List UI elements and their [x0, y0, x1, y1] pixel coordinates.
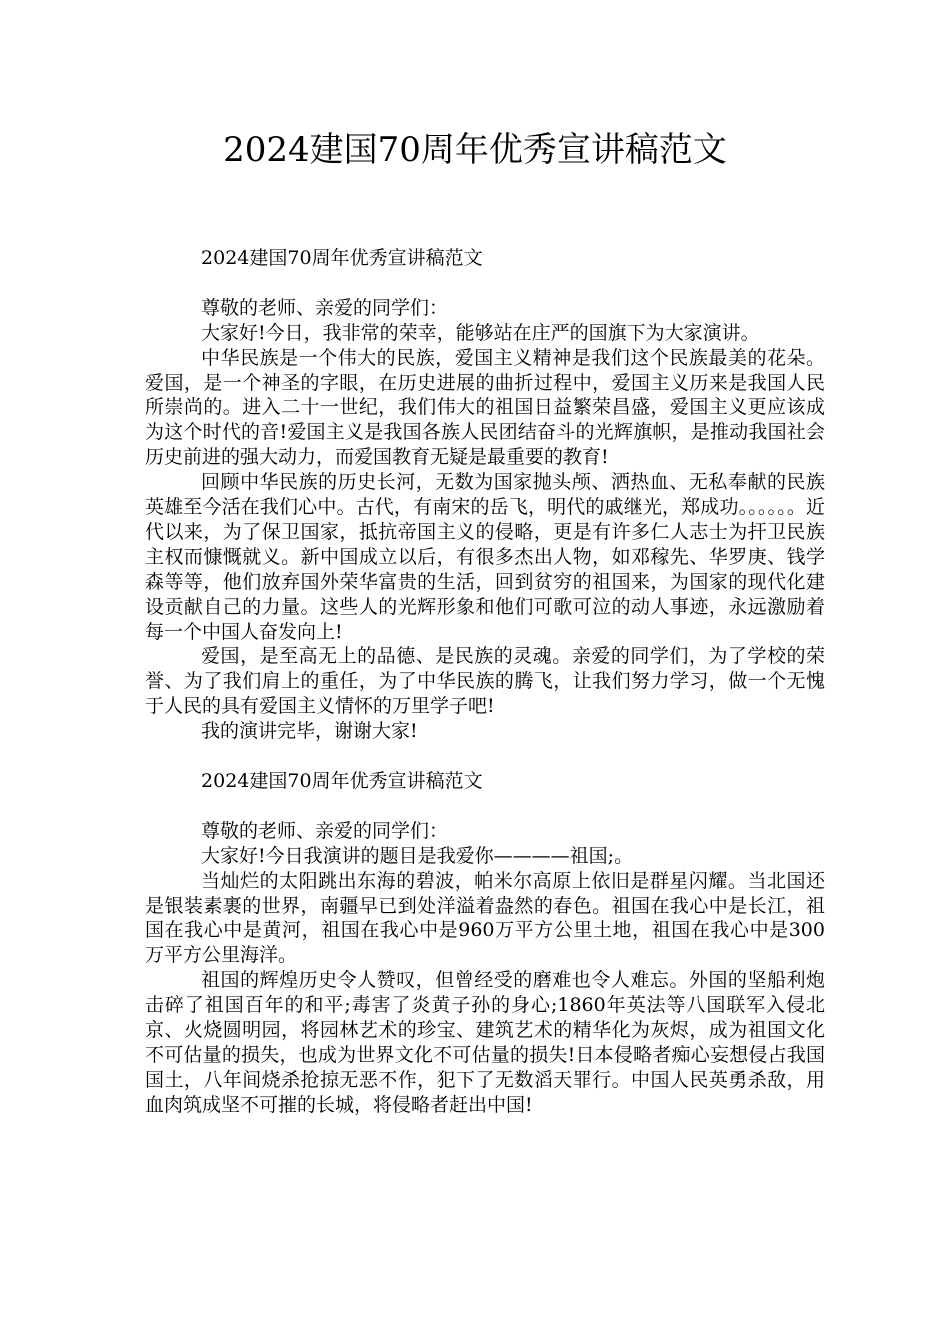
section-heading: 2024建国70周年优秀宣讲稿范文: [201, 247, 483, 269]
document-title: 2024建国70周年优秀宣讲稿范文: [223, 130, 727, 170]
greeting: 尊敬的老师、亲爱的同学们：: [201, 296, 449, 319]
paragraph: 爱国，是至高无上的品德、是民族的灵魂。亲爱的同学们，为了学校的荣誉、为了我们肩上的重任，为了中华民族的腾飞，让我们努力学习，做一个无愧于人民的具有爱国主义情怀的万里学子吧!: [145, 645, 825, 718]
paragraph: 大家好!今日，我非常的荣幸，能够站在庄严的国旗下为大家演讲。: [201, 321, 760, 344]
paragraph: 大家好!今日我演讲的题目是我爱你————祖国;。: [201, 844, 634, 867]
paragraph: 当灿烂的太阳跳出东海的碧波，帕米尔高原上依旧是群星闪耀。当北国还是银装素裹的世界，南疆早已到处洋溢着盎然的春色。祖国在我心中是长江，祖国在我心中是黄河，祖国在我心中是960万平方公里土地，祖国在我心中是300万平方公里海洋。: [145, 869, 825, 967]
greeting: 尊敬的老师、亲爱的同学们：: [201, 819, 449, 842]
paragraph: 回顾中华民族的历史长河，无数为国家抛头颅、洒热血、无私奉献的民族英雄至今活在我们心中。古代，有南宋的岳飞，明代的戚继光，郑成功。。。。。。近代以来，为了保卫国家，抵抗帝国主义的侵略，更是有许多仁人志士为扞卫民族主权而慷慨就义。新中国成立以后，有很多杰出人物，如邓稼先、华罗庚、钱学森等等，他们放弃国外荣华富贵的生活，回到贫穷的祖国来，为国家的现代化建设贡献自己的力量。这些人的光辉形象和他们可歌可泣的动人事迹，永远激励着每一个中国人奋发向上!: [145, 471, 825, 643]
section-heading: 2024建国70周年优秀宣讲稿范文: [201, 770, 483, 792]
paragraph: 祖国的辉煌历史令人赞叹，但曾经受的磨难也令人难忘。外国的坚船利炮击碎了祖国百年的和平;毒害了炎黄子孙的身心;1860年英法等八国联军入侵北京、火烧圆明园，将园林艺术的珍宝、建筑艺术的精华化为灰烬，成为祖国文化不可估量的损失，也成为世界文化不可估量的损失!日本侵略者痴心妄想侵占我国国土，八年间烧杀抢掠无恶不作，犯下了无数滔天罪行。中国人民英勇杀敌，用血肉筑成坚不可摧的长城，将侵略者赶出中国!: [145, 969, 825, 1116]
paragraph: 中华民族是一个伟大的民族，爱国主义精神是我们这个民族最美的花朵。爱国，是一个神圣的字眼，在历史进展的曲折过程中，爱国主义历来是我国人民所崇尚的。进入二十一世纪，我们伟大的祖国日益繁荣昌盛，爱国主义更应该成为这个时代的音!爱国主义是我国各族人民团结奋斗的光辉旗帜，是推动我国社会历史前进的强大动力，而爱国教育无疑是最重要的教育!: [145, 346, 825, 469]
document-body: [145, 246, 825, 1118]
paragraph: 我的演讲完毕，谢谢大家!: [201, 720, 418, 743]
